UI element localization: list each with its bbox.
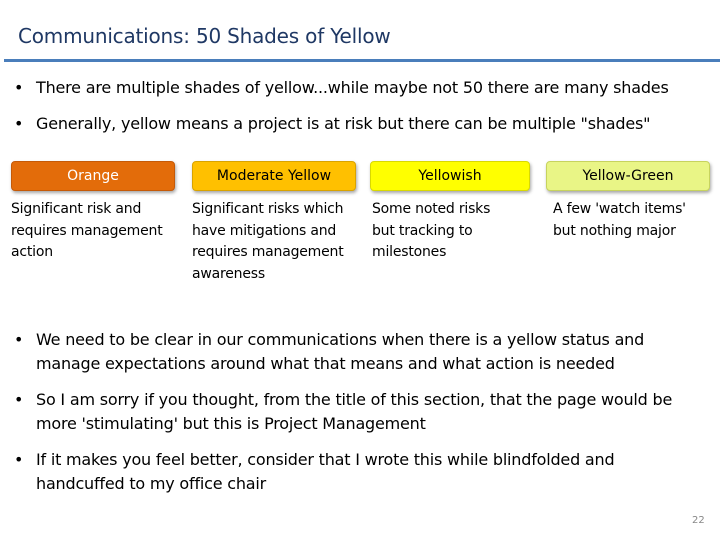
shade-yellowish-button: Yellowish <box>370 161 530 191</box>
description-line: but tracking to <box>372 222 473 239</box>
description-line: Significant risk and <box>11 201 142 217</box>
bullet-stimulating <box>14 388 696 436</box>
shade-moderate-yellow-description <box>192 199 344 285</box>
description-line: requires management <box>192 244 344 260</box>
bullet-text-line: more 'stimulating' but this is Project Management <box>36 414 426 433</box>
description-line: action <box>11 244 53 260</box>
shade-yellow-green-button: Yellow-Green <box>546 161 710 191</box>
description-line: Some noted risks <box>372 201 491 217</box>
shade-orange-description <box>11 199 163 264</box>
description-line: have mitigations and <box>192 222 337 239</box>
bullet-text-line: If it makes you feel better, consider that I wrote this while blindfolded and <box>36 450 615 469</box>
bullet-communications <box>14 328 696 376</box>
bullet-icon: • <box>14 114 24 133</box>
bullet-text-line: So I am sorry if you thought, from the title of this section, that the page would be <box>36 390 673 409</box>
shade-yellow-green-description <box>553 199 686 242</box>
bullet-text: Generally, yellow means a project is at risk but there can be multiple "shades" <box>36 114 651 133</box>
bullet-icon: • <box>14 330 24 349</box>
description-line: awareness <box>192 265 265 282</box>
page-title: Communications: 50 Shades of Yellow <box>18 24 391 48</box>
shade-orange-button: Orange <box>11 161 175 191</box>
page-number: 22 <box>692 515 705 526</box>
bullet-icon: • <box>14 390 24 409</box>
shade-moderate-yellow-button: Moderate Yellow <box>192 161 356 191</box>
description-line: but nothing major <box>553 222 676 239</box>
bullet-icon: • <box>14 450 24 469</box>
title-divider <box>4 59 720 62</box>
description-line: A few 'watch items' <box>553 201 686 217</box>
shade-yellowish-description <box>372 199 490 264</box>
bullet-text-line: We need to be clear in our communications when there is a yellow status and <box>36 330 645 349</box>
description-line: requires management <box>11 222 163 239</box>
bullet-icon: • <box>14 78 24 97</box>
bullet-yellow-meaning <box>14 112 696 136</box>
bullet-text: There are multiple shades of yellow...while maybe not 50 there are many shades <box>36 78 669 97</box>
bullet-text-line: manage expectations around what that means and what action is needed <box>36 354 615 373</box>
description-line: Significant risks which <box>192 201 344 217</box>
description-line: milestones <box>372 244 447 260</box>
bullet-blindfolded <box>14 448 696 496</box>
bullet-multiple-shades <box>14 76 696 100</box>
bullet-text-line: handcuffed to my office chair <box>36 474 267 493</box>
